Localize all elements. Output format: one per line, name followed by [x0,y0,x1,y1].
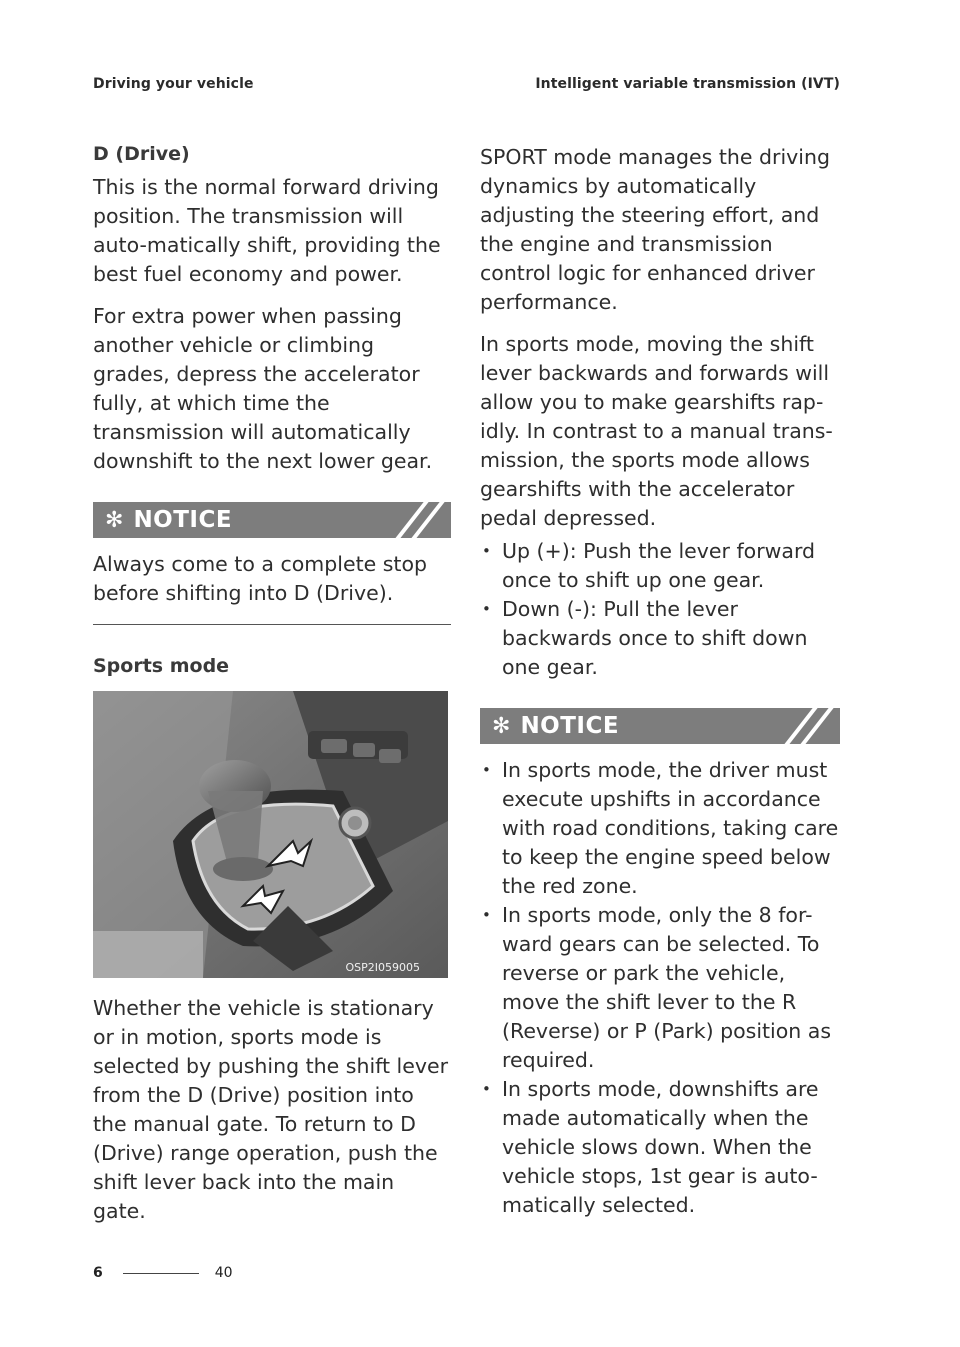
sport-mode-paragraph-2: In sports mode, moving the shift lever backwards and forwards will allow you to make gearshifts rap-idly. In contrast to a manual trans-mission, the sports mode allows gearshifts with the accelerator pedal depressed. [480,332,833,530]
gear-shift-illustration [93,691,448,978]
page-number: 40 [214,1265,233,1281]
sports-mode-heading: Sports mode [93,655,230,677]
running-header-title: Intelligent variable transmission (IVT) [535,76,840,92]
left-column [93,143,451,1239]
list-item: • In sports mode, only the 8 for-ward gears can be selected. To reverse or park the vehicle, move the shift lever to the R (Reverse) or P (Park) position as required. [480,901,840,1075]
drive-paragraph-1: This is the normal forward driving position. The transmission will auto-matically shift, providing the best fuel economy and power. [93,175,441,286]
notice-banner [480,708,840,744]
footer-divider [123,1273,199,1274]
chapter-number: 6 [93,1265,103,1281]
list-item: • In sports mode, the driver must execute upshifts in accordance with road conditions, taking care to keep the engine speed below the red zone. [480,756,840,901]
image-id-label: OSP2I059005 [345,961,420,974]
running-header-section: Driving your vehicle [93,76,254,92]
asterisk-icon: ✻ [492,713,511,739]
list-item: • In sports mode, downshifts are made automatically when the vehicle slows down. When the vehicle stops, 1st gear is auto-matically selected. [480,1075,840,1220]
notice-banner [93,502,451,538]
right-column [480,143,840,1230]
notice-divider [93,624,451,625]
notice-title: NOTICE [133,507,233,533]
notice-text: Always come to a complete stop before shifting into D (Drive). [93,552,428,605]
asterisk-icon: ✻ [105,507,124,533]
list-item: • Down (-): Pull the lever backwards once to shift down one gear. [480,595,840,682]
list-item: • Up (+): Push the lever forward once to shift up one gear. [480,537,840,595]
notice-title: NOTICE [520,713,620,739]
sport-mode-paragraph-1: SPORT mode manages the driving dynamics by automatically adjusting the steering effort, and the engine and transmission control logic for enhanced driver performance. [480,145,830,314]
page-footer [93,1265,233,1281]
drive-paragraph-2: For extra power when passing another vehicle or climbing grades, depress the accelerator fully, at which time the transmission will automatically downshift to the next lower gear. [93,304,433,473]
gear-shift-photo [93,691,448,978]
sports-mode-paragraph: Whether the vehicle is stationary or in motion, sports mode is selected by pushing the shift lever from the D (Drive) position into the manual gate. To return to D (Drive) range operation, push the shift lever back into the main gate. [93,996,449,1223]
shift-bullet-list [480,537,840,682]
drive-heading: D (Drive) [93,143,190,165]
notice-bullet-list [480,756,840,1220]
